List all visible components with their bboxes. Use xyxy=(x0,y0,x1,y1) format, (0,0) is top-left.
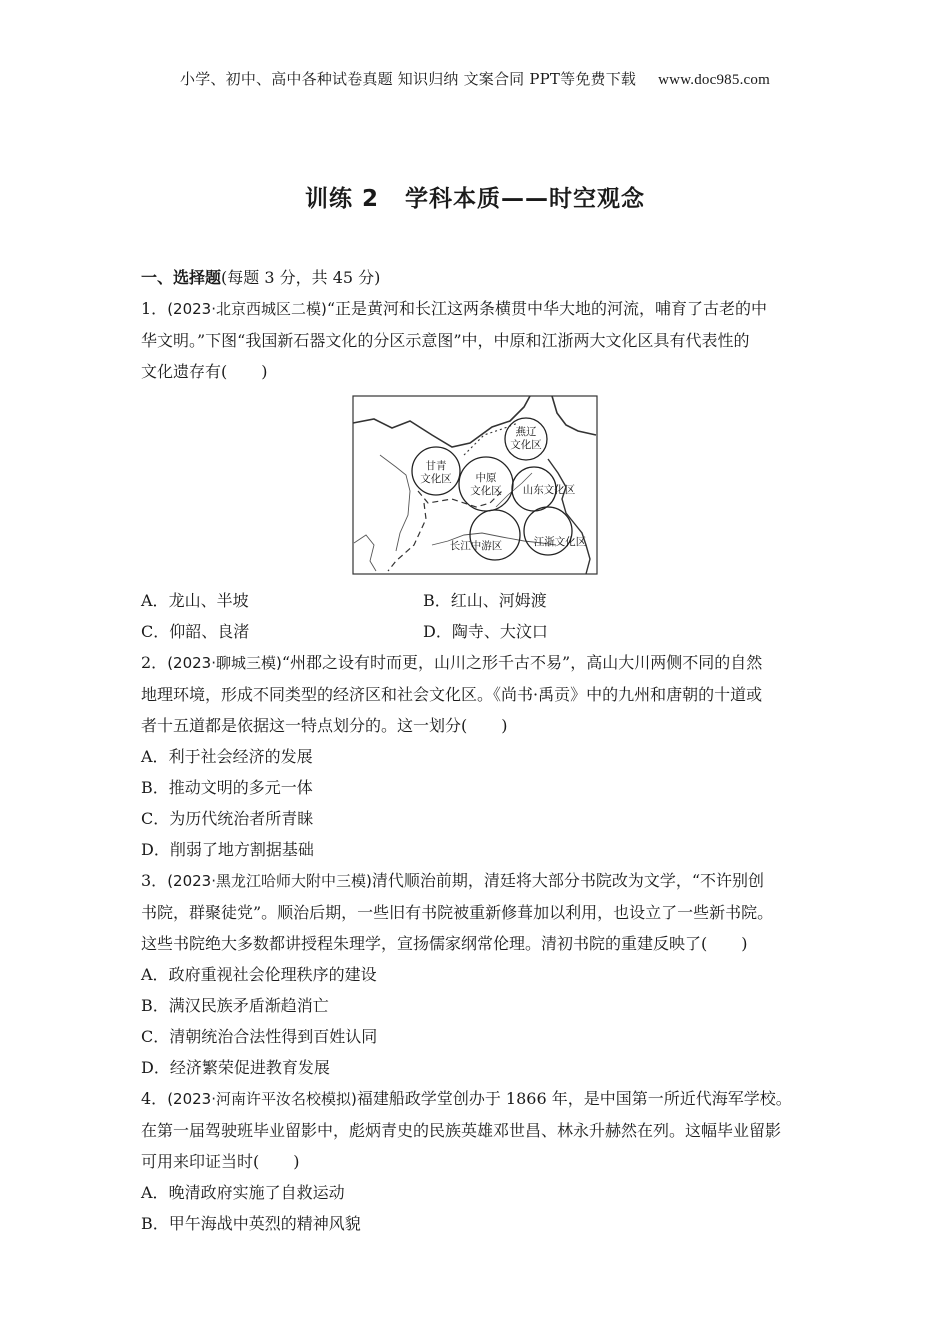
stem-line: 清代顺治前期，清廷将大部分书院改为文学，“不许别创 xyxy=(371,871,765,890)
page-title xyxy=(0,180,950,213)
stem-line: “正是黄河和长江这两条横贯中华大地的河流，哺育了古老的中 xyxy=(326,299,768,318)
option-key: D． xyxy=(423,622,452,641)
stem-line: 华文明。”下图“我国新石器文化的分区示意图”中，中原和江浙两大文化区具有代表性的 xyxy=(141,331,750,350)
stem-line: 在第一届驾驶班毕业留影中，彪炳青史的民族英雄邓世昌、林永升赫然在列。这幅毕业留影 xyxy=(141,1121,782,1140)
option-text: 经济繁荣促进教育发展 xyxy=(169,1058,330,1077)
option-key: A． xyxy=(141,1183,169,1202)
page-header xyxy=(0,68,950,89)
option-text: 清朝统治合法性得到百姓认同 xyxy=(169,1027,378,1046)
option-key: A． xyxy=(141,591,169,610)
map-label-shandong: 山东文化区 xyxy=(522,485,576,496)
section-header xyxy=(141,262,811,293)
option-text: 为历代统治者所青睐 xyxy=(169,809,314,828)
option-text: 甲午海战中英烈的精神风貌 xyxy=(168,1214,361,1233)
question-number: 3． xyxy=(141,871,168,890)
option-key: B． xyxy=(141,778,169,797)
option-text: 龙山、半坡 xyxy=(168,591,249,610)
option-d[interactable] xyxy=(141,1052,811,1083)
stem-line: 书院，群聚徒党”。顺治后期，一些旧有书院被重新修葺加以利用，也设立了一些新书院。 xyxy=(141,903,774,922)
answer-paren-close: ) xyxy=(741,934,748,953)
option-key: A． xyxy=(141,747,169,766)
answer-paren-close: ) xyxy=(501,716,508,735)
stem-line: 文化遗存有( xyxy=(141,362,228,381)
question-1-options xyxy=(141,585,811,647)
option-c[interactable] xyxy=(141,803,811,834)
option-b[interactable] xyxy=(141,1208,811,1239)
option-key: D． xyxy=(141,1058,170,1077)
option-text: 削弱了地方割据基础 xyxy=(169,840,314,859)
map-label-changjiang: 长江中游区 xyxy=(449,541,503,552)
option-a[interactable] xyxy=(141,959,811,990)
option-d[interactable] xyxy=(141,834,811,865)
option-c[interactable] xyxy=(141,616,423,647)
option-text: 政府重视社会伦理秩序的建设 xyxy=(168,965,377,984)
map-label-yanliao: 燕辽 xyxy=(515,427,537,438)
question-4-stem xyxy=(141,1083,811,1177)
option-a[interactable] xyxy=(141,741,811,772)
question-source: (2023·河南许平汝名校模拟) xyxy=(167,1090,357,1108)
option-key: C． xyxy=(141,622,170,641)
option-b[interactable] xyxy=(141,772,811,803)
question-source: (2023·北京西城区二模) xyxy=(167,300,327,318)
question-number: 4． xyxy=(141,1089,168,1108)
option-b[interactable] xyxy=(141,990,811,1021)
question-4 xyxy=(141,1083,811,1239)
option-key: C． xyxy=(141,1027,170,1046)
question-3-stem xyxy=(141,865,811,959)
stem-line: 者十五道都是依据这一特点划分的。这一划分( xyxy=(141,716,468,735)
option-b[interactable] xyxy=(423,585,705,616)
question-2-stem xyxy=(141,647,811,741)
stem-line: 地理环境，形成不同类型的经济区和社会文化区。《尚书·禹贡》中的九州和唐朝的十道或 xyxy=(141,685,763,704)
option-text: 推动文明的多元一体 xyxy=(168,778,313,797)
question-2 xyxy=(141,647,811,865)
option-text: 满汉民族矛盾渐趋消亡 xyxy=(168,996,329,1015)
option-text: 仰韶、良渚 xyxy=(169,622,250,641)
option-c[interactable] xyxy=(141,1021,811,1052)
answer-paren-close: ) xyxy=(261,362,268,381)
map-label-jiangzhe: 江浙文化区 xyxy=(533,537,587,548)
neolithic-culture-map xyxy=(352,395,598,575)
map-label-ganqing: 甘青 xyxy=(425,461,447,472)
header-site: www.doc985.com xyxy=(658,72,770,88)
question-source: (2023·黑龙江哈师大附中三模) xyxy=(167,872,372,890)
map-label-yanliao: 文化区 xyxy=(510,440,542,451)
stem-line: “州郡之设有时而更，山川之形千古不易”，高山大川两侧不同的自然 xyxy=(281,653,763,672)
section-lead: 一、选择题 xyxy=(141,268,222,287)
question-number: 2． xyxy=(141,653,168,672)
option-key: B． xyxy=(141,1214,169,1233)
question-number: 1． xyxy=(141,299,168,318)
question-1-stem xyxy=(141,293,811,387)
stem-line: 可用来印证当时( xyxy=(141,1152,260,1171)
header-text: 小学、初中、高中各种试卷真题 知识归纳 文案合同 PPT等免费下载 xyxy=(180,70,637,88)
option-key: B． xyxy=(141,996,169,1015)
option-text: 陶寺、大汶口 xyxy=(451,622,548,641)
section-note: (每题 3 分，共 45 分) xyxy=(221,268,381,287)
map-label-zhongyuan: 文化区 xyxy=(470,486,502,497)
map-label-ganqing: 文化区 xyxy=(420,474,452,485)
question-1 xyxy=(141,293,811,647)
question-3 xyxy=(141,865,811,1083)
stem-line: 福建船政学堂创办于 1866 年，是中国第一所近代海军学校。 xyxy=(356,1089,792,1108)
option-a[interactable] xyxy=(141,585,423,616)
option-key: A． xyxy=(141,965,169,984)
neolithic-culture-map-figure xyxy=(141,395,811,579)
option-d[interactable] xyxy=(423,616,705,647)
option-text: 利于社会经济的发展 xyxy=(168,747,313,766)
option-text: 红山、河姆渡 xyxy=(450,591,547,610)
option-a[interactable] xyxy=(141,1177,811,1208)
option-key: B． xyxy=(423,591,451,610)
stem-line: 这些书院绝大多数都讲授程朱理学，宣扬儒家纲常伦理。清初书院的重建反映了( xyxy=(141,934,708,953)
title-part-1: 训练 2 xyxy=(304,186,379,212)
option-text: 晚清政府实施了自救运动 xyxy=(168,1183,345,1202)
map-label-zhongyuan: 中原 xyxy=(475,473,497,484)
answer-paren-close: ) xyxy=(293,1152,300,1171)
title-part-2: 学科本质——时空观念 xyxy=(405,186,645,212)
option-key: D． xyxy=(141,840,170,859)
exam-content xyxy=(141,262,811,1239)
option-key: C． xyxy=(141,809,170,828)
question-source: (2023·聊城三模) xyxy=(167,654,282,672)
